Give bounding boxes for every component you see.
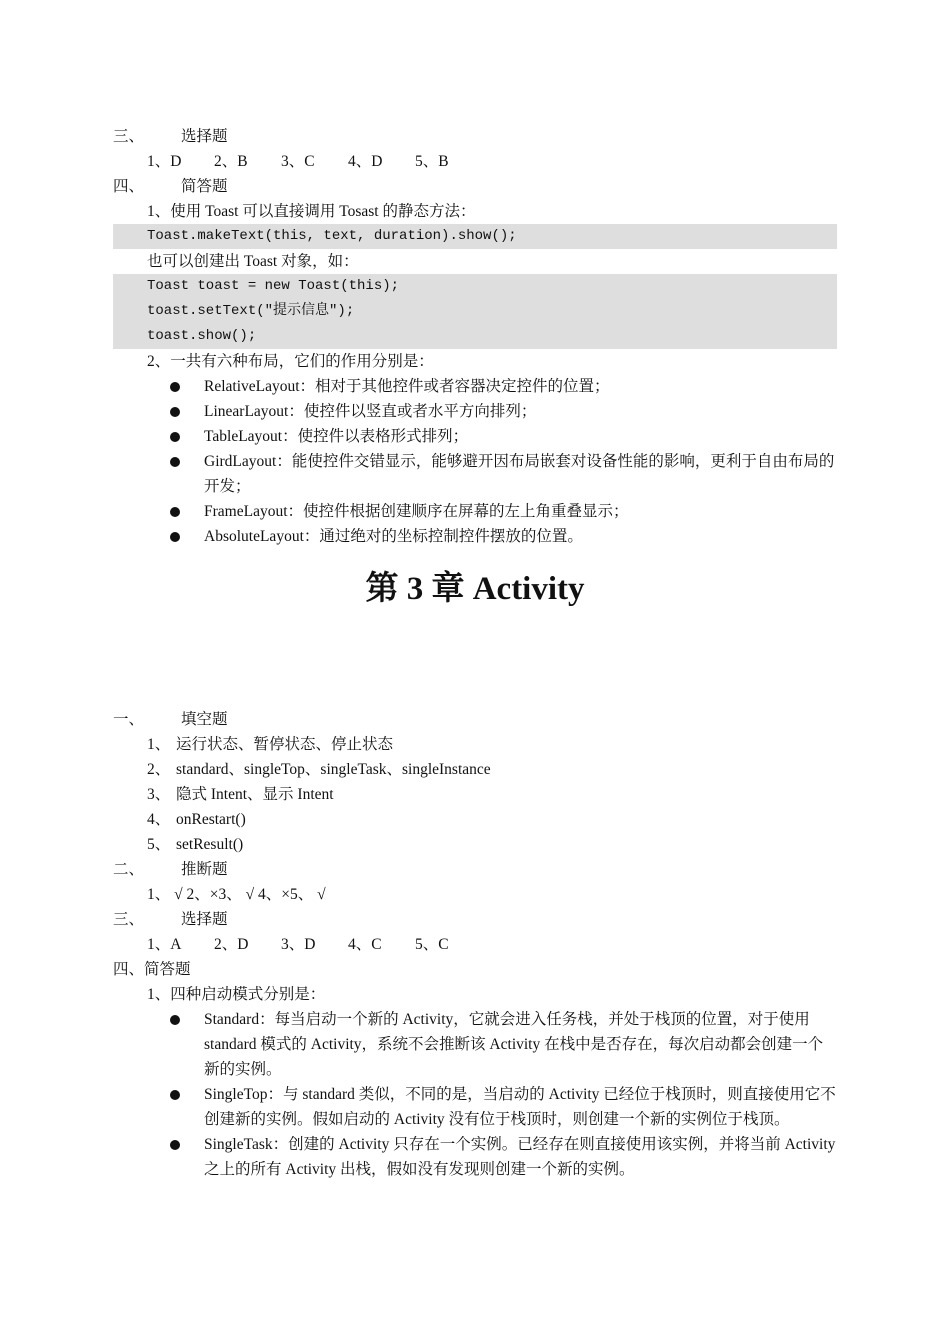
answer-item: 5、B bbox=[415, 153, 449, 170]
section-title: 简答题 bbox=[181, 178, 228, 195]
bullet-icon bbox=[170, 1015, 180, 1025]
list-item bbox=[113, 1132, 837, 1182]
choice-answers bbox=[113, 149, 837, 174]
answer-item: 3、C bbox=[281, 153, 315, 170]
list-item-text: SingleTop：与 standard 类似，不同的是，当启动的 Activity 已经位于栈顶时，则直接使用它不创建新的实例。假如启动的 Activity 没有位于栈顶时，则创建一个新的实例位于栈顶。 bbox=[204, 1086, 836, 1128]
fill-answers bbox=[113, 732, 837, 857]
answer-item: 2、B bbox=[214, 153, 248, 170]
list-item-text: LinearLayout：使控件以竖直或者水平方向排列； bbox=[204, 403, 537, 420]
list-item bbox=[113, 524, 837, 549]
item-text: standard、singleTop、singleTask、singleInstance bbox=[176, 761, 491, 778]
section-title: 推断题 bbox=[181, 861, 228, 878]
list-item bbox=[113, 399, 837, 424]
question-text: 1、四种启动模式分别是： bbox=[147, 986, 326, 1003]
answer-item: 5、C bbox=[415, 936, 449, 953]
launch-mode-list bbox=[113, 1007, 837, 1182]
list-item-text: GirdLayout：能使控件交错显示，能够避开因布局嵌套对设备性能的影响，更利于自由布局的开发； bbox=[204, 453, 835, 495]
list-item bbox=[113, 1082, 837, 1132]
section-number: 三、 bbox=[113, 911, 145, 928]
list-item bbox=[113, 449, 837, 499]
code-block bbox=[113, 274, 837, 349]
list-item bbox=[113, 424, 837, 449]
page-content bbox=[113, 124, 837, 1182]
bullet-icon bbox=[170, 457, 180, 467]
list-item-text: Standard：每当启动一个新的 Activity，它就会进入任务栈，并处于栈顶的位置，对于使用 standard 模式的 Activity，系统不会推断该 Activity 在栈中是否存在，每次启动都会创建一个新的实例。 bbox=[204, 1011, 824, 1078]
item-number: 5、 bbox=[147, 836, 171, 853]
answer-item: 4、C bbox=[348, 936, 382, 953]
list-item bbox=[113, 782, 837, 807]
question-text: 2、一共有六种布局，它们的作用分别是： bbox=[147, 353, 434, 370]
section-number: 四、 bbox=[113, 178, 145, 195]
list-item bbox=[113, 732, 837, 757]
section-heading-choice bbox=[113, 907, 837, 932]
list-item bbox=[113, 757, 837, 782]
list-item-text: AbsoluteLayout：通过绝对的坐标控制控件摆放的位置。 bbox=[204, 528, 583, 545]
bullet-icon bbox=[170, 1090, 180, 1100]
list-item bbox=[113, 807, 837, 832]
section-title: 填空题 bbox=[181, 711, 228, 728]
item-number: 1、 bbox=[147, 736, 171, 753]
question-text: 1、使用 Toast 可以直接调用 Tosast 的静态方法： bbox=[147, 203, 476, 220]
section-number: 二、 bbox=[113, 861, 145, 878]
section-number: 一、 bbox=[113, 711, 145, 728]
chapter-title: 第 3 章 Activity bbox=[365, 571, 585, 607]
item-number: 3、 bbox=[147, 786, 171, 803]
bullet-icon bbox=[170, 382, 180, 392]
bullet-icon bbox=[170, 532, 180, 542]
item-text: 隐式 Intent、显示 Intent bbox=[176, 786, 334, 803]
answer-item: 2、D bbox=[214, 936, 249, 953]
section-heading-fill bbox=[113, 707, 837, 732]
answer-item: 1、D bbox=[147, 153, 182, 170]
list-item bbox=[113, 1007, 837, 1082]
layout-list bbox=[113, 374, 837, 549]
code-line: toast.setText("提示信息"); bbox=[113, 299, 837, 324]
section-heading-choice bbox=[113, 124, 837, 149]
bullet-icon bbox=[170, 507, 180, 517]
list-item bbox=[113, 832, 837, 857]
list-item-text: TableLayout：使控件以表格形式排列； bbox=[204, 428, 469, 445]
bullet-icon bbox=[170, 407, 180, 417]
judge-answers: 1、 √ 2、×3、 √ 4、×5、 √ bbox=[147, 886, 326, 903]
section-heading-judge bbox=[113, 857, 837, 882]
list-item bbox=[113, 499, 837, 524]
item-number: 2、 bbox=[147, 761, 171, 778]
answer-item: 1、A bbox=[147, 936, 182, 953]
section-heading-short-answer bbox=[113, 174, 837, 199]
item-number: 4、 bbox=[147, 811, 171, 828]
choice-answers bbox=[113, 932, 837, 957]
item-text: onRestart() bbox=[176, 811, 246, 828]
item-text: 运行状态、暂停状态、停止状态 bbox=[176, 736, 394, 753]
list-item-text: FrameLayout：使控件根据创建顺序在屏幕的左上角重叠显示； bbox=[204, 503, 629, 520]
item-text: setResult() bbox=[176, 836, 244, 853]
bullet-icon bbox=[170, 1140, 180, 1150]
list-item-text: SingleTask：创建的 Activity 只存在一个实例。已经存在则直接使用该实例，并将当前 Activity 之上的所有 Activity 出栈，假如没有发现则创建一个新的实例。 bbox=[204, 1136, 836, 1178]
answer-item: 3、D bbox=[281, 936, 316, 953]
list-item-text: RelativeLayout：相对于其他控件或者容器决定控件的位置； bbox=[204, 378, 610, 395]
question-text: 也可以创建出 Toast 对象，如： bbox=[147, 253, 359, 270]
bullet-icon bbox=[170, 432, 180, 442]
list-item bbox=[113, 374, 837, 399]
section-title: 选择题 bbox=[181, 128, 228, 145]
answer-item: 4、D bbox=[348, 153, 383, 170]
code-line: Toast toast = new Toast(this); bbox=[113, 274, 837, 299]
code-line: toast.show(); bbox=[113, 324, 837, 349]
code-line: Toast.makeText(this, text, duration).show(); bbox=[113, 224, 837, 249]
section-heading-short-answer: 四、简答题 bbox=[113, 961, 191, 978]
section-title: 选择题 bbox=[181, 911, 228, 928]
section-number: 三、 bbox=[113, 128, 145, 145]
